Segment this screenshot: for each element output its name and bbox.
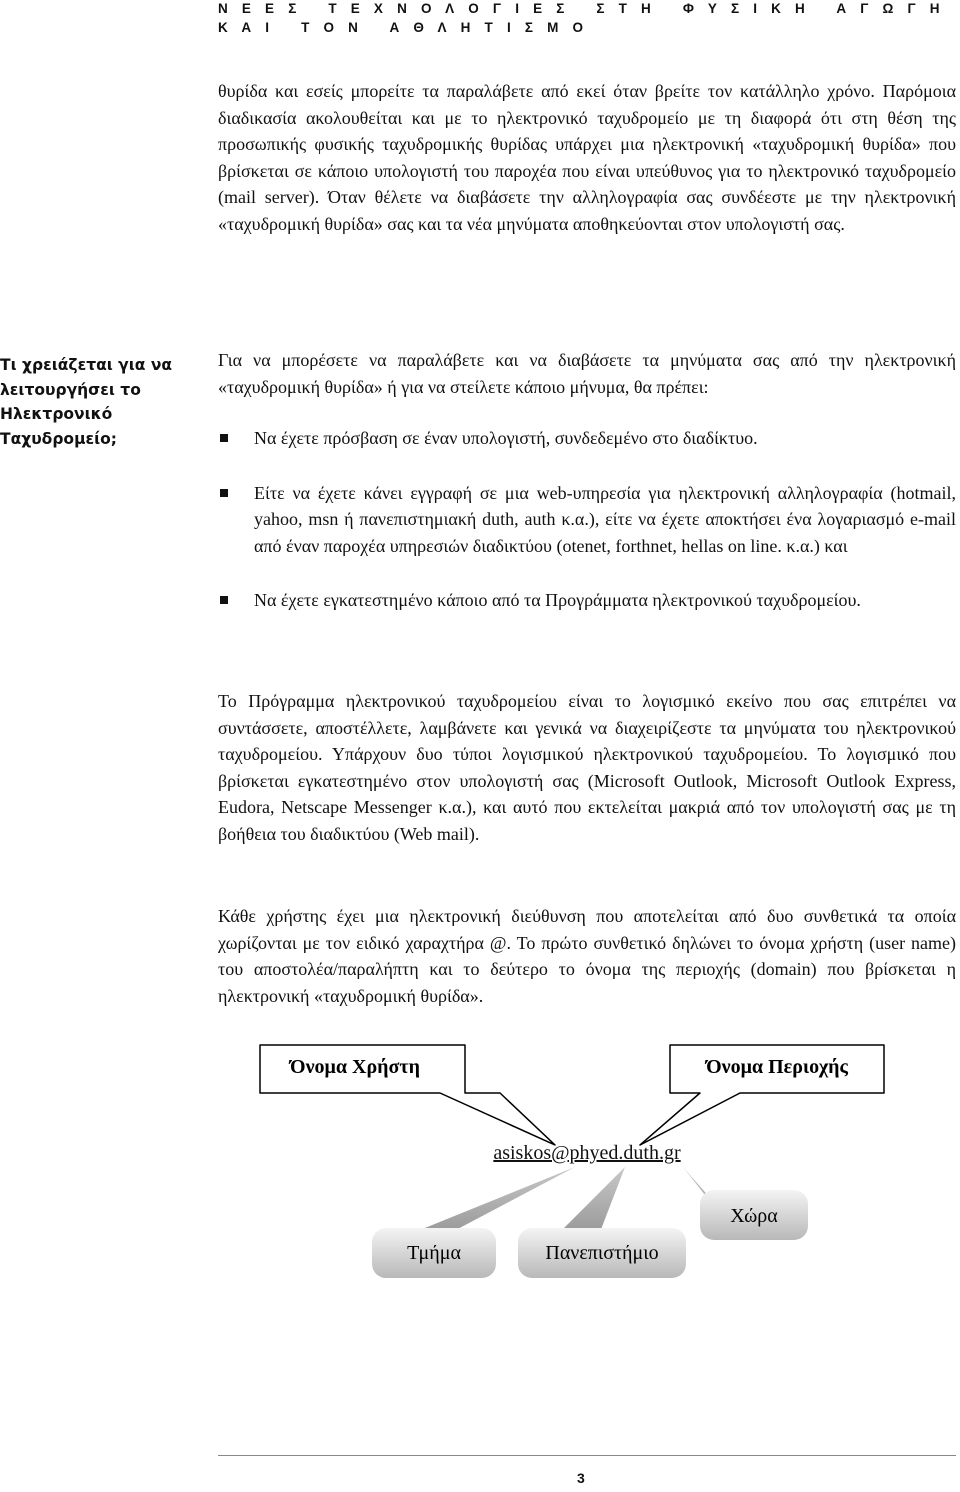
square-bullet-icon	[220, 596, 228, 604]
sidebar-heading: Τι χρειάζεται για να λειτουργήσει το Ηλεκτρονικό Ταχυδρομείο;	[0, 356, 173, 448]
email-address-diagram	[0, 1030, 960, 1290]
list-item	[218, 480, 956, 560]
requirements-list	[218, 425, 956, 614]
address-paragraph: Κάθε χρήστης έχει μια ηλεκτρονική διεύθυνση που αποτελείται από δυο συνθετικά τα οποία χωρίζονται με τον ειδικό χαραχτήρα @. Το πρώτο συνθετικό δηλώνει το όνομα χρήστη (user name) του αποστολέα/παραλήπτη και το δεύτερο το όνομα της περιοχής (domain) που βρίσκεται η ηλεκτρονική «ταχυδρομική θυρίδα».	[218, 906, 956, 1006]
list-item	[218, 587, 956, 614]
list-item-text: Να έχετε εγκατεστημένο κάποιο από τα Προγράμματα ηλεκτρονικού ταχυδρομείου.	[254, 590, 861, 610]
username-label: Όνομα Χρήστη	[290, 1056, 420, 1078]
department-callout-tail	[415, 1167, 575, 1232]
header-line-2: Κ Α Ι Τ Ο Ν Α Θ Λ Η Τ Ι Σ Μ Ο	[218, 19, 589, 35]
document-header	[218, 0, 945, 37]
requirements-intro: Για να μπορέσετε να παραλάβετε και να διαβάσετε τα μηνύματα σας από την ηλεκτρονική «ταχυδρομική θυρίδα» ή για να στείλετε κάποιο μήνυμα, θα πρέπει:	[218, 350, 956, 397]
university-label: Πανεπιστήμιο	[545, 1242, 659, 1264]
email-address-link[interactable]: asiskos@phyed.duth.gr	[493, 1142, 681, 1164]
list-item-text: Είτε να έχετε κάνει εγγραφή σε μια web-υπηρεσία για ηλεκτρονική αλληλογραφία (hotmail, yahoo, msn ή πανεπιστημιακή duth, auth κ.α.), είτε να έχετε αποκτήσει ένα λογαριασμό e-mail από έναν παροχέα υπηρεσιών διαδικτύου (otenet, forthnet, hellas on line. κ.α.) και	[254, 482, 956, 556]
page-number: 3	[577, 1470, 585, 1486]
list-item-text: Να έχετε πρόσβαση σε έναν υπολογιστή, συνδεδεμένο στο διαδίκτυο.	[254, 428, 758, 448]
footer-divider	[218, 1455, 956, 1456]
department-label: Τμήμα	[407, 1242, 461, 1264]
university-callout-tail	[560, 1167, 625, 1232]
square-bullet-icon	[220, 434, 228, 442]
square-bullet-icon	[220, 489, 228, 497]
program-paragraph: Το Πρόγραμμα ηλεκτρονικού ταχυδρομείου είναι το λογισμικό εκείνο που σας επιτρέπει να συντάσσετε, αποστέλλετε, λαμβάνετε και γενικά να διαχειρίζεστε τα μηνύματα του ηλεκτρονικού ταχυδρομείου. Υπάρχουν δυο τύποι λογισμικού ηλεκτρονικού ταχυδρομείου. Το λογισμικό που βρίσκεται εγκατεστημένο στον υπολογιστή σας (Microsoft Outlook, Microsoft Outlook Express, Eudora, Netscape Messenger κ.α.), και αυτό που εκτελείται μακριά από τον υπολογιστή σας με τη βοήθεια του διαδικτύου (Web mail).	[218, 691, 956, 844]
list-item	[218, 425, 956, 452]
domain-label: Όνομα Περιοχής	[706, 1056, 848, 1078]
intro-paragraph: θυρίδα και εσείς μπορείτε τα παραλάβετε από εκεί όταν βρείτε τον κατάλληλο χρόνο. Παρόμοια διαδικασία ακολουθείται και με το ηλεκτρονικό ταχυδρομείο με τη διαφορά ότι στη θέση της προσωπικής φυσικής ταχυδρομικής θυρίδας υπάρχει μια ηλεκτρονική «ταχυδρομική θυρίδα» που βρίσκεται σε κάποιο υπολογιστή του παροχέα που είναι υπεύθυνος για το ηλεκτρονικό ταχυδρομείο (mail server). Όταν θέλετε να διαβάσετε την αλληλογραφία σας συνδέεστε με την ηλεκτρονική «ταχυδρομική θυρίδα» σας και τα νέα μηνύματα αποθηκεύονται στον υπολογιστή σας.	[218, 81, 956, 234]
header-line-1: Ν Ε Ε Σ Τ Ε Χ Ν Ο Λ Ο Γ Ι Ε Σ Σ Τ Η Φ Υ Σ Ι Κ Η Α Γ Ω Γ Η	[218, 1, 945, 16]
country-label: Χώρα	[730, 1205, 778, 1227]
